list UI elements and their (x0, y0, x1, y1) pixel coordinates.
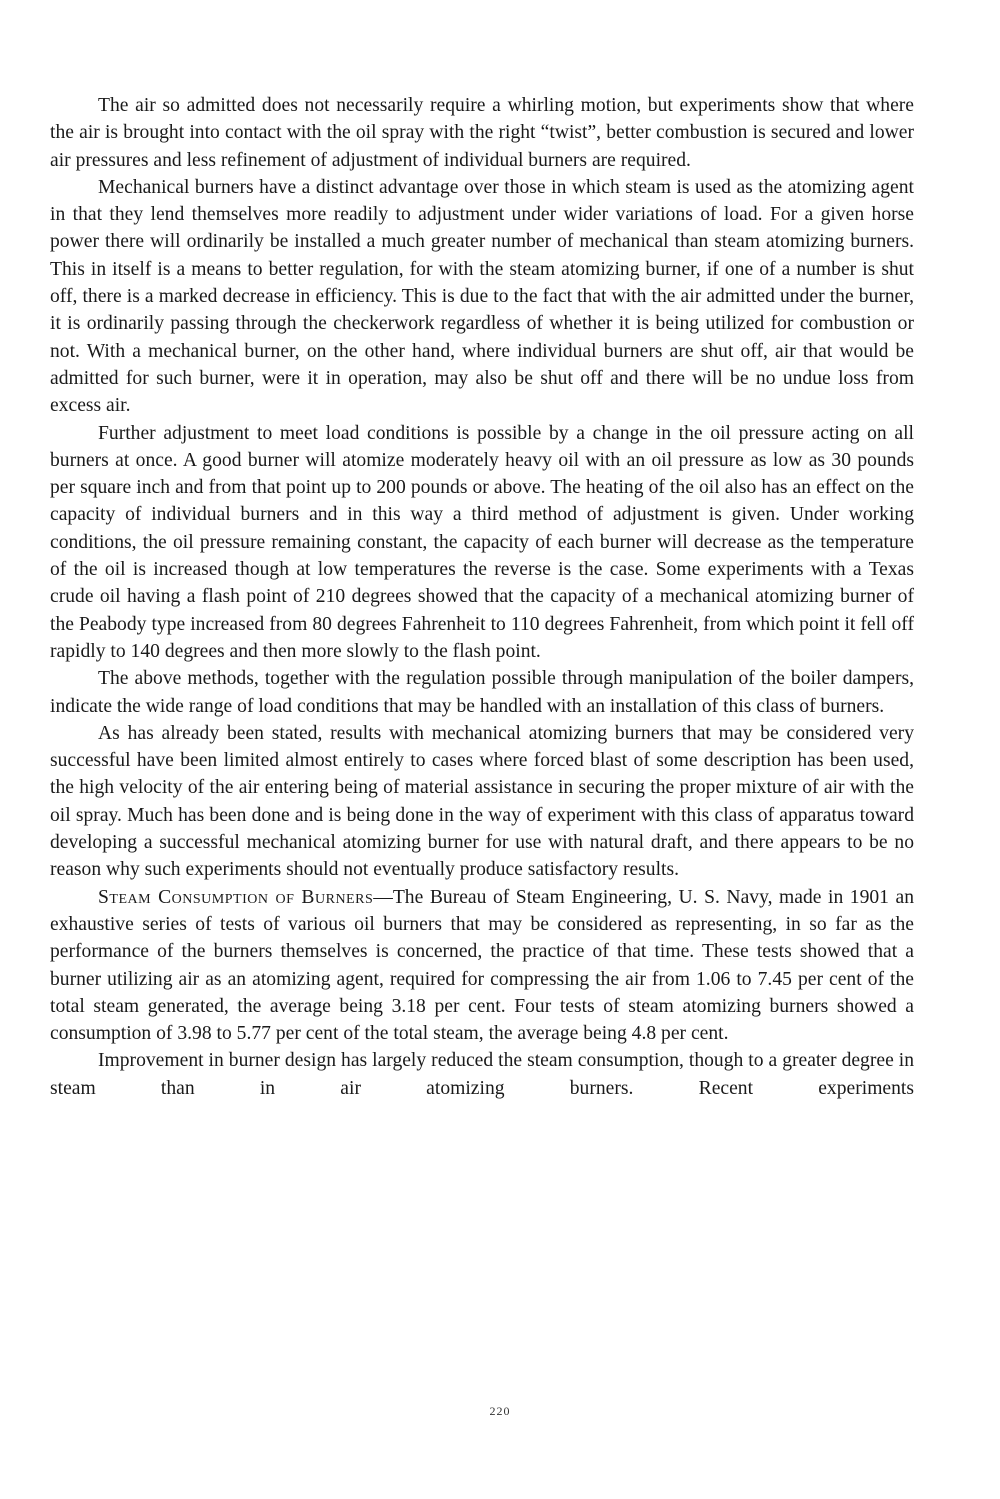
paragraph (50, 884, 914, 1048)
paragraph: Mechanical burners have a distinct advantage over those in which steam is used as the atomizing agent in that they lend themselves more readily to adjustment under wider variations of load. For a given horse power there will ordinarily be installed a much greater number of mechanical than steam atomizing burners. This in itself is a means to better regulation, for with the steam atomizing burner, if one of a number is shut off, there is a marked decrease in efficiency. This is due to the fact that with the air admitted under the burner, it is ordinarily passing through the checkerwork regardless of whether it is being utilized for combustion or not. With a mechanical burner, on the other hand, where individual burners are shut off, air that would be admitted for such burner, were it in operation, may also be shut off and there will be no undue loss from excess air. (50, 176, 914, 417)
paragraph-text: —The Bureau of Steam Engineering, U. S. Navy, made in 1901 an exhaustive series of tests of various oil burners that may be considered as representing, in so far as the performance of the burners themselves is concerned, the practice of that time. These tests showed that a burner utilizing air as an atomizing agent, required for compressing the air from 1.06 to 7.45 per cent of the total steam generated, the average being 3.18 per cent. Four tests of steam atomizing burners showed a consumption of 3.98 to 5.77 per cent of the total steam, the average being 4.8 per cent. (50, 886, 914, 1045)
paragraph: Further adjustment to meet load conditions is possible by a change in the oil pressure acting on all burners at once. A good burner will atomize moderately heavy oil with an oil pressure as low as 30 pounds per square inch and from that point up to 200 pounds or above. The heating of the oil also has an effect on the capacity of individual burners and in this way a third method of adjustment is given. Under working conditions, the oil pressure remaining constant, the capacity of each burner will decrease as the temperature of the oil is increased though at low temperatures the reverse is the case. Some experiments with a Texas crude oil having a flash point of 210 degrees showed that the capacity of a mechanical atomizing burner of the Peabody type increased from 80 degrees Fahrenheit to 110 degrees Fahrenheit, from which point it fell off rapidly to 140 degrees and then more slowly to the flash point. (50, 422, 914, 662)
page-number: 220 (489, 1404, 511, 1418)
paragraph: As has already been stated, results with mechanical atomizing burners that may be considered very successful have been limited almost entirely to cases where forced blast of some description has been used, the high velocity of the air entering being of material assistance in securing the proper mixture of air with the oil spray. Much has been done and is being done in the way of experiment with this class of apparatus toward developing a successful mechanical atomizing burner for use with natural draft, and there appears to be no reason why such experiments should not eventually produce satisfactory results. (50, 722, 914, 881)
paragraph: The above methods, together with the regulation possible through manipulation of the boiler dampers, indicate the wide range of load conditions that may be handled with an installation of this class of burners. (50, 668, 914, 717)
paragraph: The air so admitted does not necessarily require a whirling motion, but experiments show that where the air is brought into contact with the oil spray with the right “twist”, better combustion is secured and lower air pressures and less refinement of adjustment of individual burners are required. (50, 95, 914, 171)
paragraph: Improvement in burner design has largely reduced the steam consumption, though to a greater degree in steam than in air atomizing burners. Recent experiments (50, 1050, 914, 1099)
page-body (50, 92, 914, 1102)
section-heading: Steam Consumption of Burners (98, 886, 374, 908)
